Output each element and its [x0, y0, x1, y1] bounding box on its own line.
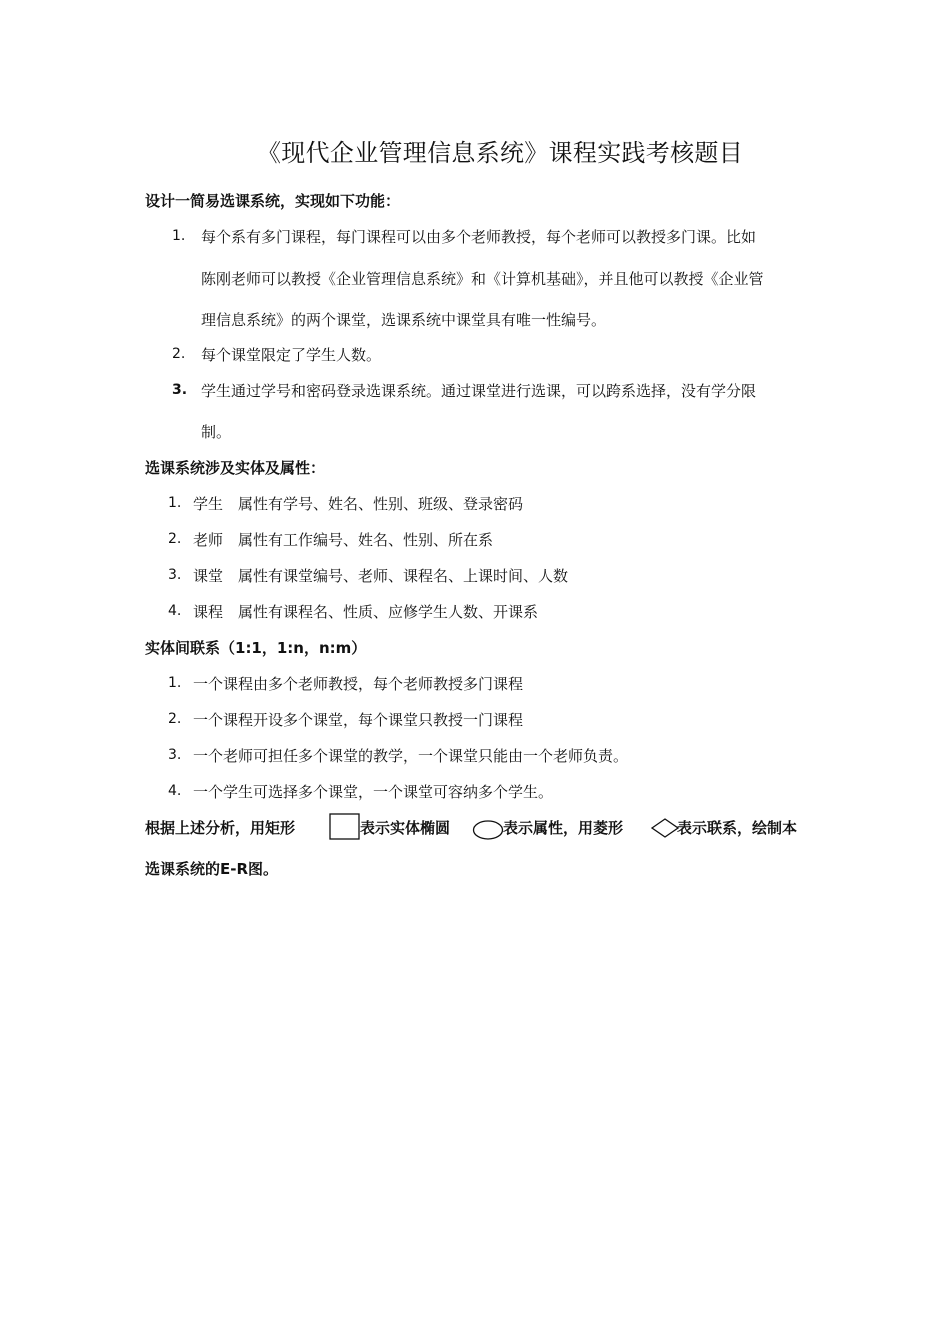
list-number: 2.	[168, 531, 182, 547]
list-number: 2.	[172, 346, 186, 362]
instruction-text-part2: 表示实体椭圆	[360, 819, 451, 837]
list-item-line: 制。	[201, 423, 232, 441]
list-number: 4.	[168, 783, 182, 799]
list-number: 3.	[168, 747, 182, 763]
list-item-line: 学生通过学号和密码登录选课系统。通过课堂进行选课，可以跨系选择，没有学分限	[201, 382, 757, 400]
list-number: 3.	[172, 382, 188, 398]
relationship-item: 一个课程由多个老师教授，每个老师教授多门课程	[193, 675, 524, 693]
ellipse-icon	[472, 819, 504, 841]
section-heading-requirements: 设计一简易选课系统，实现如下功能：	[145, 192, 401, 210]
list-number: 3.	[168, 567, 182, 583]
rectangle-icon	[329, 813, 360, 840]
page-title: 《现代企业管理信息系统》课程实践考核题目	[257, 139, 743, 167]
instruction-text-line2: 选课系统的E-R图。	[145, 860, 279, 878]
section-heading-relationships: 实体间联系（1:1，1:n，n:m）	[145, 639, 367, 657]
entity-item: 课堂 属性有课堂编号、老师、课程名、上课时间、人数	[193, 567, 569, 585]
list-number: 1.	[172, 228, 186, 244]
entity-item: 学生 属性有学号、姓名、性别、班级、登录密码	[193, 495, 524, 513]
list-item-line: 每个系有多门课程，每门课程可以由多个老师教授，每个老师可以教授多门课。比如	[201, 228, 757, 246]
list-number: 2.	[168, 711, 182, 727]
relationship-item: 一个老师可担任多个课堂的教学，一个课堂只能由一个老师负责。	[193, 747, 629, 765]
instruction-text-part3: 表示属性，用菱形	[503, 819, 624, 837]
diamond-icon	[651, 817, 679, 839]
entity-item: 课程 属性有课程名、性质、应修学生人数、开课系	[193, 603, 539, 621]
list-item-line: 理信息系统》的两个课堂，选课系统中课堂具有唯一性编号。	[201, 311, 607, 329]
entity-item: 老师 属性有工作编号、姓名、性别、所在系	[193, 531, 494, 549]
list-number: 4.	[168, 603, 182, 619]
instruction-text-part1: 根据上述分析，用矩形	[145, 819, 296, 837]
list-item-line: 每个课堂限定了学生人数。	[201, 346, 382, 364]
list-number: 1.	[168, 495, 182, 511]
relationship-item: 一个学生可选择多个课堂，一个课堂可容纳多个学生。	[193, 783, 554, 801]
list-number: 1.	[168, 675, 182, 691]
list-item-line: 陈刚老师可以教授《企业管理信息系统》和《计算机基础》，并且他可以教授《企业管	[201, 270, 764, 288]
section-heading-entities: 选课系统涉及实体及属性：	[145, 459, 326, 477]
relationship-item: 一个课程开设多个课堂，每个课堂只教授一门课程	[193, 711, 524, 729]
instruction-text-part4: 表示联系，绘制本	[677, 819, 798, 837]
